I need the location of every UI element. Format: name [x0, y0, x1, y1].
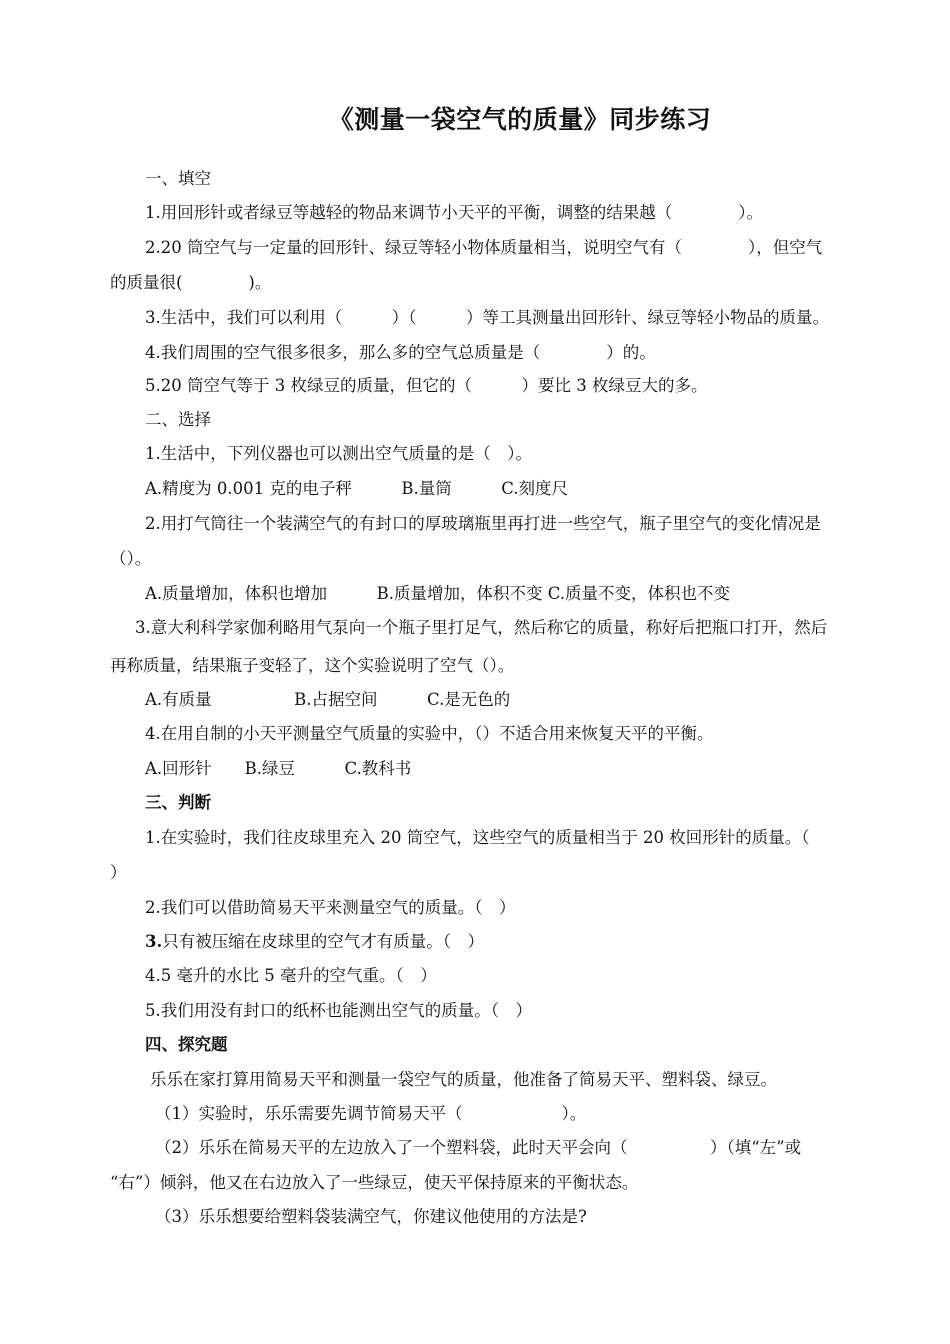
section-heading-explore: 四、探究题	[145, 1035, 228, 1054]
judge-question-5: 5.我们用没有封口的纸杯也能测出空气的质量。（ ）	[145, 1001, 532, 1020]
choice-question-1-options: A.精度为 0.001 克的电子秤 B.量筒 C.刻度尺	[145, 479, 569, 498]
page-title: 《测量一袋空气的质量》同步练习	[328, 105, 712, 134]
judge-question-4: 4.5 毫升的水比 5 毫升的空气重。（ ）	[145, 966, 437, 985]
fill-question-2: 2.20 筒空气与一定量的回形针、绿豆等轻小物体质量相当，说明空气有（ ），但空气	[145, 238, 823, 257]
judge-question-2: 2.我们可以借助简易天平来测量空气的质量。（ ）	[145, 898, 516, 917]
choice-question-4: 4.在用自制的小天平测量空气质量的实验中，（）不适合用来恢复天平的平衡。	[145, 724, 714, 743]
explore-intro: 乐乐在家打算用简易天平和测量一袋空气的质量，他准备了简易天平、塑料袋、绿豆。	[150, 1070, 777, 1089]
choice-question-2-continued: （）。	[110, 549, 152, 568]
fill-question-5: 5.20 筒空气等于 3 枚绿豆的质量，但它的（ ）要比 3 枚绿豆大的多。	[145, 376, 708, 395]
section-heading-judge: 三、判断	[145, 793, 211, 812]
choice-question-1: 1.生活中，下列仪器也可以测出空气质量的是（ ）。	[145, 444, 532, 463]
choice-question-3-continued: 再称质量，结果瓶子变轻了，这个实验说明了空气（）。	[110, 656, 515, 675]
judge-question-1: 1.在实验时，我们往皮球里充入 20 筒空气，这些空气的质量相当于 20 枚回形针的质量。（	[145, 828, 810, 847]
explore-part-3: （3）乐乐想要给塑料袋装满空气，你建议他使用的方法是?	[155, 1207, 587, 1226]
fill-question-3: 3.生活中，我们可以利用（ ）（ ）等工具测量出回形针、绿豆等轻小物品的质量。	[145, 308, 829, 327]
fill-question-1: 1.用回形针或者绿豆等越轻的物品来调节小天平的平衡，调整的结果越（ ）。	[145, 203, 763, 222]
section-heading-choice: 二、选择	[145, 410, 211, 429]
judge-question-1-continued: ）	[110, 863, 127, 882]
choice-question-3: 3.意大利科学家伽利略用气泵向一个瓶子里打足气，然后称它的质量，称好后把瓶口打开，然后	[135, 618, 828, 637]
fill-question-2-continued: 的质量很( )。	[110, 273, 272, 292]
judge-question-3-text: 只有被压缩在皮球里的空气才有质量。（ ）	[162, 932, 484, 951]
judge-question-3-number: 3.	[145, 932, 163, 951]
explore-part-1: （1）实验时，乐乐需要先调节简易天平（ ）。	[155, 1104, 587, 1123]
explore-part-2-continued: “右”）倾斜，他又在右边放入了一些绿豆，使天平保持原来的平衡状态。	[110, 1173, 639, 1192]
fill-question-4: 4.我们周围的空气很多很多，那么多的空气总质量是（ ）的。	[145, 343, 656, 362]
section-heading-fill: 一、填空	[145, 169, 211, 188]
judge-question-3	[145, 928, 950, 952]
choice-question-2-options: A.质量增加，体积也增加 B.质量增加，体积不变 C.质量不变，体积也不变	[145, 584, 731, 603]
choice-question-2: 2.用打气筒往一个装满空气的有封口的厚玻璃瓶里再打进一些空气，瓶子里空气的变化情况是	[145, 514, 821, 533]
choice-question-4-options: A.回形针 B.绿豆 C.教科书	[145, 759, 412, 778]
explore-part-2: （2）乐乐在简易天平的左边放入了一个塑料袋，此时天平会向（ ）（填“左”或	[155, 1138, 802, 1157]
choice-question-3-options: A.有质量 B.占据空间 C.是无色的	[145, 690, 511, 709]
